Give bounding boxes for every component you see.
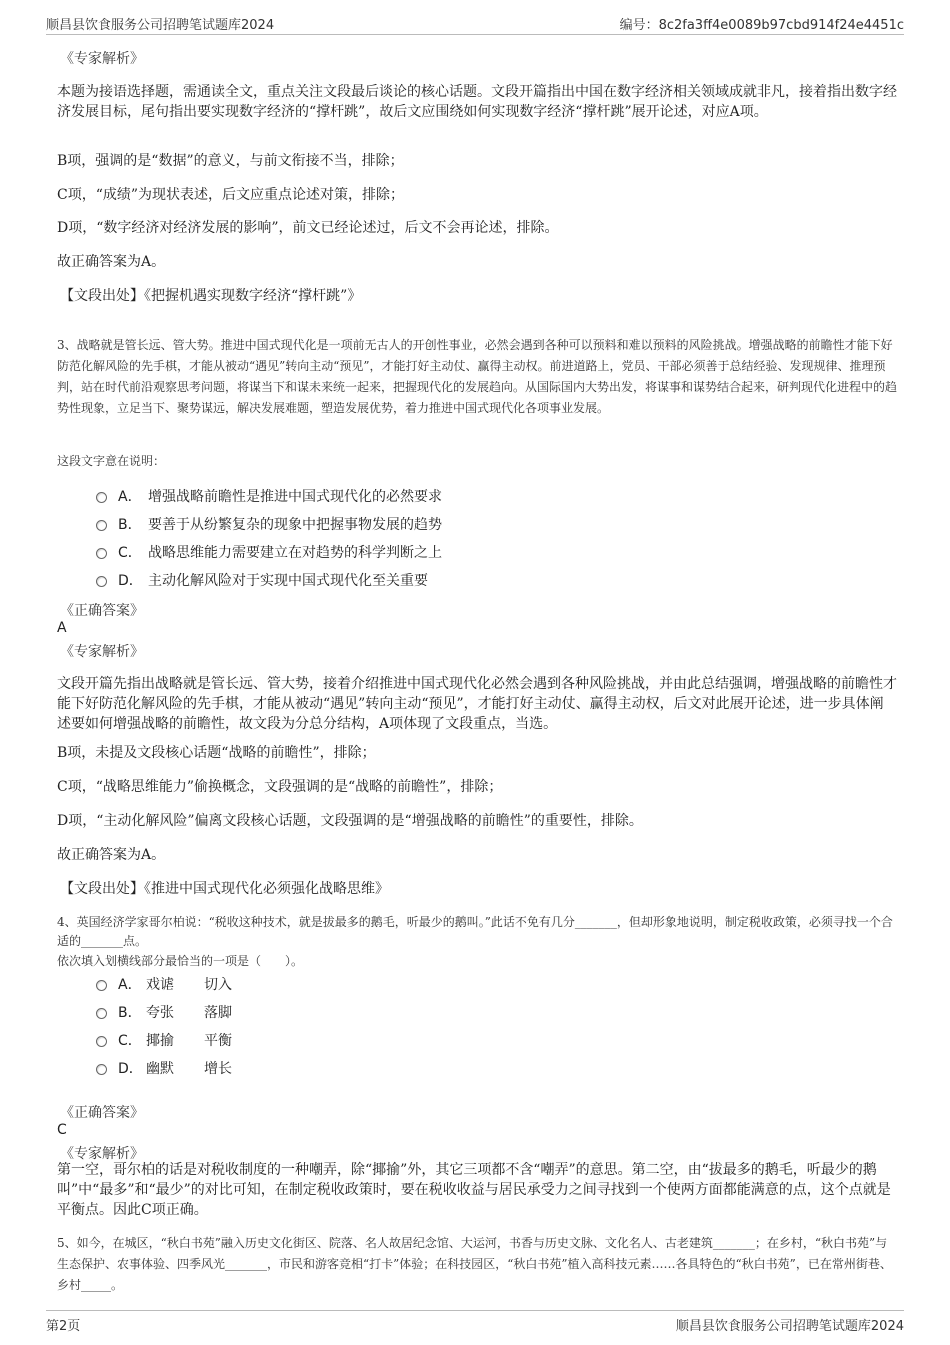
q4-answer-label: 《正确答案》 xyxy=(60,1105,144,1121)
radio-icon[interactable] xyxy=(96,548,107,559)
q2-analysis-p1: 本题为接语选择题，需通读全文，重点关注文段最后谈论的核心话题。文段开篇指出中国在数字经济相关领域成就非凡，接着指出数字经济发展目标，尾句指出要实现数字经济的“撑杆跳”，故后文应围绕如何实现数字经济“撑杆跳”展开论述，对应A项。 xyxy=(57,84,897,120)
radio-icon[interactable] xyxy=(96,1008,107,1019)
q2-source: 【文段出处】《把握机遇实现数字经济“撑杆跳”》 xyxy=(60,288,362,304)
header-title: 顺昌县饮食服务公司招聘笔试题库2024 xyxy=(46,18,275,33)
q4-stem: 4、英国经济学家哥尔柏说：“税收这种技术，就是拔最多的鹅毛，听最少的鹅叫。”此话不免有几分_______，但却形象地说明，制定税收政策，必须寻找一个合适的_______点。 xyxy=(57,915,893,948)
q4-answer: C xyxy=(57,1122,67,1138)
q3-stem: 3、战略就是管长远、管大势。推进中国式现代化是一项前无古人的开创性事业，必然会遇到各种可以预料和难以预料的风险挑战。增强战略的前瞻性才能下好防范化解风险的先手棋，才能从被动“遇见”转向主动“预见”，才能打好主动仗、赢得主动权。前进道路上，党员、干部必须善于总结经验、发现规律、推理预判，站在时代前沿观察思考问题，将谋当下和谋未来统一起来，把握现代化的发展趋向。从国际国内大势出发，将谋事和谋势结合起来，研判现代化进程中的趋势性现象，立足当下、聚势谋远，解决发展难题，塑造发展优势，着力推进中国式现代化各项事业发展。 xyxy=(57,338,898,415)
q3-analysis-p1: 文段开篇先指出战略就是管长远、管大势，接着介绍推进中国式现代化必然会遇到各种风险挑战，并由此总结强调，增强战略的前瞻性才能下好防范化解风险的先手棋，才能从被动“遇见”转向主动“预见”，才能打好主动仗、赢得主动权，后文对此展开论述，进一步具体阐述要如何增强战略的前瞻性，故文段为分总分结构，A项体现了文段重点，当选。 xyxy=(57,676,897,732)
q3-analysis-p4: D项，“主动化解风险”偏离文段核心话题，文段强调的是“增强战略的前瞻性”的重要性，排除。 xyxy=(57,813,643,829)
q3-answer-label: 《正确答案》 xyxy=(60,603,144,619)
radio-icon[interactable] xyxy=(96,492,107,503)
page-footer xyxy=(46,1310,904,1335)
footer-title: 顺昌县饮食服务公司招聘笔试题库2024 xyxy=(675,1319,904,1334)
radio-icon[interactable] xyxy=(96,576,107,587)
q3-question: 这段文字意在说明： xyxy=(57,454,166,468)
radio-icon[interactable] xyxy=(96,1064,107,1075)
q3-source: 【文段出处】《推进中国式现代化必须强化战略思维》 xyxy=(60,881,389,897)
footer-page-number: 第2页 xyxy=(46,1319,81,1334)
q2-analysis-p4: D项，“数字经济对经济发展的影响”，前文已经论述过，后文不会再论述，排除。 xyxy=(57,220,559,236)
q4-question: 依次填入划横线部分最恰当的一项是（ ）。 xyxy=(57,954,304,968)
q5-stem: 5、如今，在城区，“秋白书苑”融入历史文化街区、院落、名人故居纪念馆、大运河，书香与历史文脉、文化名人、古老建筑_______；在乡村，“秋白书苑”与生态保护、农事体验、四季风光_______，市民和游客竞相“打卡”体验；在科技园区，“秋白书苑”植入高科技元素……各具特色的“秋白书苑”，已在常州街巷、乡村_____。 xyxy=(57,1236,892,1292)
page-header xyxy=(46,12,904,35)
q4-analysis-p1: 第一空，哥尔柏的话是对税收制度的一种嘲弄，除“揶揄”外，其它三项都不含“嘲弄”的意思。第二空，由“拔最多的鹅毛，听最少的鹅叫”中“最多”和“最少”的对比可知，在制定税收政策时，要在税收收益与居民承受力之间寻找到一个使两方面都能满意的点，这个点就是平衡点。因此C项正确。 xyxy=(57,1162,891,1218)
q3-answer: A xyxy=(57,620,67,636)
radio-icon[interactable] xyxy=(96,520,107,531)
q3-conclusion: 故正确答案为A。 xyxy=(57,847,166,863)
q2-analysis-p3: C项，“成绩”为现状表述，后文应重点论述对策，排除； xyxy=(57,187,405,203)
radio-icon[interactable] xyxy=(96,1036,107,1047)
header-serial: 编号：8c2fa3ff4e0089b97cbd914f24e4451c xyxy=(619,18,904,33)
q3-analysis-label: 《专家解析》 xyxy=(60,644,144,660)
q2-analysis-p2: B项，强调的是“数据”的意义，与前文衔接不当，排除； xyxy=(57,153,404,169)
q2-conclusion: 故正确答案为A。 xyxy=(57,254,166,270)
q3-analysis-p3: C项，“战略思维能力”偷换概念，文段强调的是“战略的前瞻性”，排除； xyxy=(57,779,503,795)
q2-analysis-label: 《专家解析》 xyxy=(60,51,144,67)
q3-analysis-p2: B项，未提及文段核心话题“战略的前瞻性”，排除； xyxy=(57,745,376,761)
radio-icon[interactable] xyxy=(96,980,107,991)
q4-analysis-label: 《专家解析》 xyxy=(60,1146,144,1162)
